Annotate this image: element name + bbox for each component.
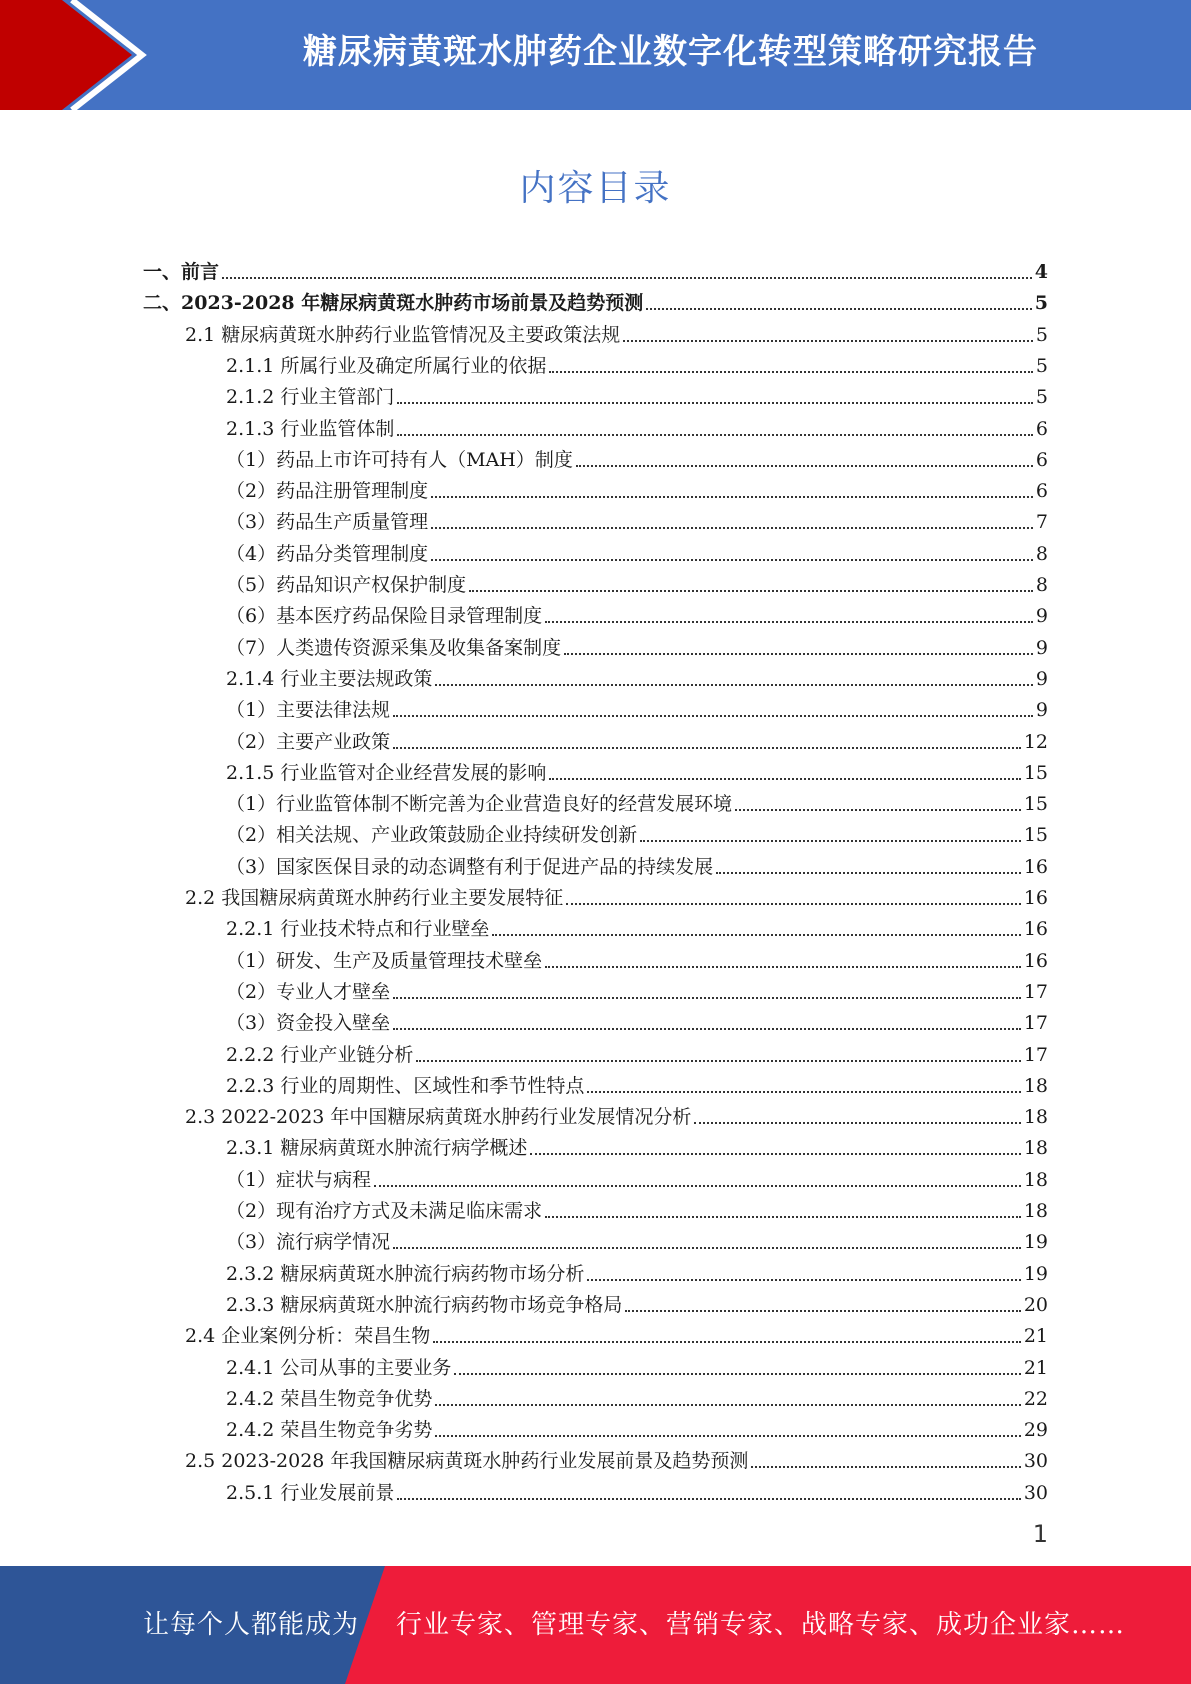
- toc-entry-page: 18: [1023, 1106, 1048, 1129]
- toc-entry[interactable]: [226, 1192, 1048, 1223]
- toc-entry-label: （1）行业监管体制不断完善为企业营造良好的经营发展环境: [226, 793, 733, 816]
- toc-dot-leader: [694, 1122, 1020, 1124]
- toc-entry-label: 2.3.1 糖尿病黄斑水肿流行病学概述: [226, 1137, 528, 1160]
- toc-entry-page: 9: [1035, 605, 1048, 628]
- toc-entry[interactable]: [226, 378, 1048, 409]
- page-number: 1: [1032, 1520, 1048, 1548]
- toc-dot-leader: [469, 590, 1033, 592]
- toc-entry[interactable]: [226, 1036, 1048, 1067]
- footer-slogan-right: 行业专家、管理专家、营销专家、战略专家、成功企业家……: [396, 1610, 1126, 1640]
- toc-entry-label: （1）研发、生产及质量管理技术壁垒: [226, 949, 543, 972]
- toc-entry[interactable]: [226, 848, 1048, 879]
- toc-entry[interactable]: [226, 472, 1048, 503]
- toc-entry-label: 2.1.2 行业主管部门: [226, 386, 395, 409]
- toc-entry-page: 15: [1023, 793, 1048, 816]
- toc-entry-page: 21: [1023, 1356, 1048, 1379]
- toc-dot-leader: [576, 465, 1033, 467]
- toc-dot-leader: [751, 1466, 1020, 1468]
- toc-entry-page: 9: [1035, 636, 1048, 659]
- toc-entry[interactable]: [185, 1442, 1048, 1473]
- toc-entry-page: 8: [1035, 542, 1048, 565]
- toc-entry-page: 5: [1035, 386, 1048, 409]
- toc-entry-page: 17: [1023, 1043, 1048, 1066]
- toc-entry-page: 15: [1023, 824, 1048, 847]
- toc-dot-leader: [564, 653, 1033, 655]
- toc-entry[interactable]: [226, 1255, 1048, 1286]
- toc-entry-page: 18: [1023, 1168, 1048, 1191]
- toc-entry-label: 2.3.2 糖尿病黄斑水肿流行病药物市场分析: [226, 1262, 585, 1285]
- toc-entry-label: 2.4 企业案例分析：荣昌生物: [185, 1325, 431, 1348]
- toc-dot-leader: [393, 1247, 1021, 1249]
- toc-dot-leader: [393, 997, 1021, 999]
- toc-dot-leader: [545, 966, 1021, 968]
- toc-entry[interactable]: [226, 785, 1048, 816]
- toc-dot-leader: [735, 809, 1021, 811]
- toc-entry[interactable]: [226, 660, 1048, 691]
- toc-entry-label: 2.3.3 糖尿病黄斑水肿流行病药物市场竞争格局: [226, 1293, 623, 1316]
- toc-entry-label: 2.5 2023-2028 年我国糖尿病黄斑水肿药行业发展前景及趋势预测: [185, 1450, 749, 1473]
- chevron-arrow-decoration: [0, 0, 160, 110]
- toc-dot-leader: [545, 621, 1033, 623]
- toc-entry[interactable]: [143, 284, 1048, 315]
- toc-entry-page: 19: [1023, 1231, 1048, 1254]
- toc-entry[interactable]: [226, 1161, 1048, 1192]
- toc-entry-label: 2.1.4 行业主要法规政策: [226, 667, 433, 690]
- toc-dot-leader: [549, 778, 1020, 780]
- toc-entry-page: 12: [1023, 730, 1048, 753]
- toc-entry-page: 16: [1023, 949, 1048, 972]
- toc-entry[interactable]: [226, 597, 1048, 628]
- toc-dot-leader: [393, 747, 1021, 749]
- toc-entry-label: 2.4.2 荣昌生物竞争优势: [226, 1387, 433, 1410]
- toc-dot-leader: [646, 308, 1032, 310]
- toc-dot-leader: [431, 496, 1033, 498]
- toc-dot-leader: [397, 434, 1033, 436]
- toc-entry-page: 29: [1023, 1419, 1048, 1442]
- toc-entry-label: 2.5.1 行业发展前景: [226, 1481, 395, 1504]
- toc-entry-page: 16: [1023, 887, 1048, 909]
- toc-entry-label: 2.4.1 公司从事的主要业务: [226, 1356, 452, 1379]
- toc-entry-page: 8: [1035, 574, 1048, 596]
- toc-entry[interactable]: [226, 441, 1048, 472]
- toc-entry-label: （1）症状与病程: [226, 1168, 372, 1191]
- toc-entry-page: 17: [1023, 980, 1048, 1003]
- toc-dot-leader: [435, 684, 1033, 686]
- toc-entry-page: 30: [1023, 1450, 1048, 1473]
- toc-entry[interactable]: [226, 723, 1048, 754]
- toc-entry-label: （3）资金投入壁垒: [226, 1012, 391, 1035]
- toc-dot-leader: [530, 1153, 1020, 1155]
- toc-entry-label: 2.2.3 行业的周期性、区域性和季节性特点: [226, 1074, 585, 1097]
- toc-entry-page: 5: [1035, 354, 1048, 377]
- toc-entry-page: 9: [1035, 667, 1048, 690]
- toc-entry-page: 15: [1023, 761, 1048, 784]
- toc-entry-label: 一、前言: [143, 261, 220, 283]
- toc-entry-label: （6）基本医疗药品保险目录管理制度: [226, 605, 543, 628]
- toc-entry-label: （4）药品分类管理制度: [226, 542, 429, 565]
- toc-entry[interactable]: [226, 1474, 1048, 1505]
- toc-entry[interactable]: [226, 1411, 1048, 1442]
- toc-entry-label: 2.1.5 行业监管对企业经营发展的影响: [226, 761, 547, 784]
- toc-entry-page: 22: [1023, 1387, 1048, 1410]
- toc-dot-leader: [435, 1435, 1020, 1437]
- toc-entry-page: 16: [1023, 855, 1048, 878]
- toc-dot-leader: [397, 402, 1033, 404]
- toc-entry-label: 2.1.1 所属行业及确定所属行业的依据: [226, 354, 547, 377]
- toc-dot-leader: [393, 1028, 1021, 1030]
- toc-dot-leader: [625, 1310, 1020, 1312]
- toc-dot-leader: [716, 872, 1021, 874]
- toc-entry-page: 18: [1023, 1137, 1048, 1160]
- toc-dot-leader: [454, 1373, 1020, 1375]
- toc-entry[interactable]: [226, 691, 1048, 722]
- toc-entry[interactable]: [226, 942, 1048, 973]
- toc-entry[interactable]: [226, 566, 1048, 597]
- toc-dot-leader: [393, 715, 1033, 717]
- toc-entry-page: 30: [1023, 1481, 1048, 1504]
- toc-entry-label: （3）药品生产质量管理: [226, 511, 429, 534]
- toc-entry-page: 18: [1023, 1200, 1048, 1222]
- toc-entry-label: 2.4.2 荣昌生物竞争劣势: [226, 1419, 433, 1442]
- toc-entry[interactable]: [226, 1129, 1048, 1160]
- toc-entry[interactable]: [226, 1004, 1048, 1035]
- toc-dot-leader: [587, 1279, 1020, 1281]
- toc-entry-page: 4: [1034, 261, 1048, 283]
- toc-entry-page: 5: [1034, 292, 1048, 315]
- toc-entry[interactable]: [226, 1223, 1048, 1254]
- toc-dot-leader: [492, 934, 1020, 936]
- toc-entry[interactable]: [226, 1286, 1048, 1317]
- toc-dot-leader: [397, 1498, 1020, 1500]
- toc-entry-page: 5: [1035, 323, 1048, 346]
- toc-entry-page: 21: [1023, 1325, 1048, 1348]
- toc-entry-label: （5）药品知识产权保护制度: [226, 574, 467, 596]
- toc-entry-label: （1）主要法律法规: [226, 699, 391, 722]
- toc-entry-page: 6: [1035, 448, 1048, 471]
- toc-entry-page: 16: [1023, 918, 1048, 941]
- toc-dot-leader: [435, 1404, 1020, 1406]
- toc-entry-label: （2）现有治疗方式及未满足临床需求: [226, 1200, 543, 1222]
- toc-entry-label: 2.2.2 行业产业链分析: [226, 1043, 414, 1066]
- toc-entry-page: 9: [1035, 699, 1048, 722]
- toc-entry-label: 2.1 糖尿病黄斑水肿药行业监管情况及主要政策法规: [185, 323, 621, 346]
- toc-dot-leader: [640, 840, 1021, 842]
- toc-entry[interactable]: [143, 253, 1048, 284]
- toc-entry[interactable]: [226, 629, 1048, 660]
- toc-heading: 内容目录: [519, 168, 672, 209]
- toc-entry-label: 2.1.3 行业监管体制: [226, 417, 395, 440]
- toc-entry-label: 2.2 我国糖尿病黄斑水肿药行业主要发展特征: [185, 887, 564, 909]
- toc-entry-label: （2）药品注册管理制度: [226, 480, 429, 503]
- toc-entry-label: （2）专业人才壁垒: [226, 980, 391, 1003]
- toc-entry[interactable]: [226, 535, 1048, 566]
- toc-entry[interactable]: [226, 410, 1048, 441]
- toc-dot-leader: [431, 559, 1033, 561]
- toc-entry[interactable]: [185, 1098, 1048, 1129]
- toc-entry-page: 7: [1035, 511, 1048, 534]
- toc-entry[interactable]: [226, 754, 1048, 785]
- toc-entry-label: 2.3 2022-2023 年中国糖尿病黄斑水肿药行业发展情况分析: [185, 1106, 692, 1129]
- toc-entry-page: 20: [1023, 1293, 1048, 1316]
- report-title: 糖尿病黄斑水肿药企业数字化转型策略研究报告: [303, 32, 1038, 72]
- toc-entry[interactable]: [185, 879, 1048, 910]
- toc-entry[interactable]: [226, 1349, 1048, 1380]
- footer-slogan-left: 让每个人都能成为: [143, 1610, 360, 1640]
- toc-entry-label: （7）人类遗传资源采集及收集备案制度: [226, 636, 562, 659]
- footer-banner: [0, 1566, 1191, 1684]
- toc-entry[interactable]: [226, 816, 1048, 847]
- toc-entry[interactable]: [226, 1380, 1048, 1411]
- toc-dot-leader: [587, 1091, 1020, 1093]
- toc-entry[interactable]: [226, 1067, 1048, 1098]
- toc-entry[interactable]: [226, 347, 1048, 378]
- toc-dot-leader: [374, 1185, 1021, 1187]
- toc-dot-leader: [549, 371, 1033, 373]
- toc-entry-label: （3）国家医保目录的动态调整有利于促进产品的持续发展: [226, 855, 714, 878]
- toc-dot-leader: [566, 903, 1021, 905]
- toc-dot-leader: [433, 1341, 1021, 1343]
- toc-entry-page: 18: [1023, 1074, 1048, 1097]
- toc-entry-page: 6: [1035, 480, 1048, 503]
- toc-entry-label: （2）相关法规、产业政策鼓励企业持续研发创新: [226, 824, 638, 847]
- toc-entry-page: 6: [1035, 417, 1048, 440]
- toc-dot-leader: [416, 1060, 1020, 1062]
- toc-entry[interactable]: [226, 503, 1048, 534]
- toc-entry[interactable]: [185, 1317, 1048, 1348]
- toc-dot-leader: [431, 527, 1033, 529]
- toc-entry-page: 19: [1023, 1262, 1048, 1285]
- toc-dot-leader: [545, 1216, 1021, 1218]
- toc-entry[interactable]: [185, 316, 1048, 347]
- toc-entry-page: 17: [1023, 1012, 1048, 1035]
- toc-entry-label: （1）药品上市许可持有人（MAH）制度: [226, 448, 573, 471]
- toc-dot-leader: [222, 277, 1032, 279]
- toc-dot-leader: [623, 340, 1033, 342]
- toc-entry[interactable]: [226, 973, 1048, 1004]
- toc-entry-label: 2.2.1 行业技术特点和行业壁垒: [226, 918, 490, 941]
- toc-entry-label: 二、2023-2028 年糖尿病黄斑水肿药市场前景及趋势预测: [143, 292, 644, 315]
- header-banner: [0, 0, 1191, 110]
- toc-entry-label: （3）流行病学情况: [226, 1231, 391, 1254]
- toc-entry-label: （2）主要产业政策: [226, 730, 391, 753]
- toc-entry[interactable]: [226, 910, 1048, 941]
